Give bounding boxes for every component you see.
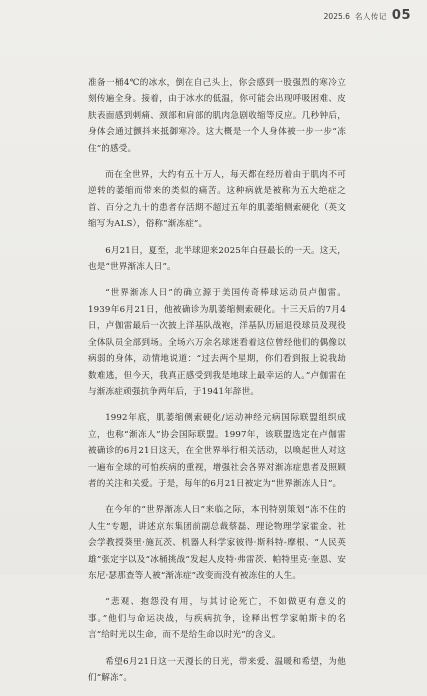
paragraph-closing: 希望6月21日这一天漫长的日光，带来爱、温暖和希望，为他们“解冻”。 bbox=[88, 656, 346, 683]
paragraph-international-alliance: 1992年底，肌萎缩侧索硬化/运动神经元病国际联盟组织成立，也称“渐冻人”协会国际联盟。1997年，该联盟选定在卢伽雷被确诊的6月21日这天，在全世界举行相关活动，以唤起世人对这一遍布全球的可怕疾病的重视，增强社会各界对渐冻症患者及照顾者的关注和关爱。于是，每年的6月21日被定为“世界渐冻人日”。 bbox=[88, 413, 346, 489]
page-header bbox=[324, 8, 411, 23]
paragraph-special-feature: 在今年的“世界渐冻人日”来临之际，本刊特别策划“冻不住的人生”专题，讲述京东集团前副总裁蔡磊、理论物理学家霍金、社会学教授葵里·施瓦茨、机器人科学家彼得·斯科特-摩根、“人民英雄”张定宇以及“冰桶挑战”发起人皮特·弗雷茨、帕特里克·奎恩、安东尼·瑟那查等人被“渐冻症”改变而没有被冻住的人生。 bbox=[88, 505, 346, 581]
issue-date: 2025.6 bbox=[323, 12, 350, 21]
column-title: 名人传记 bbox=[354, 12, 387, 21]
paragraph-als-description: 而在全世界，大约有五十万人，每天都在经历着由于肌肉不可逆转的萎缩而带来的类似的痛苦。这种病就是被称为五大绝症之首、百分之九十的患者存活期不超过五年的肌萎缩侧索硬化（英文缩写为ALS），俗称“渐冻症”。 bbox=[88, 170, 346, 230]
paragraph-lou-gehrig: “世界渐冻人日”的确立源于美国传奇棒球运动员卢伽雷。1939年6月21日，他被确诊为肌萎缩侧索硬化。十三天后的7月4日，卢伽雷最后一次披上洋基队战袍，洋基队历届退役球员及现役全体队员全部到场。全场六万余名球迷看着这位曾经他们的偶像以病弱的身体，动情地说道：“过去两个星期，你们看到报上说我劫数难逃，但今天，我真正感受到我是地球上最幸运的人。”卢伽雷在与渐冻症顽强抗争两年后，于1941年辞世。 bbox=[88, 288, 346, 397]
article-body bbox=[88, 75, 346, 696]
paragraph-intro: 准备一桶4℃的冰水，倒在自己头上，你会感到一股强烈的寒冷立刻传遍全身。接着，由于冰水的低温，你可能会出现呼吸困难、皮肤表面感到刺痛、颈部和肩部的肌肉急剧收缩等反应。几秒钟后，身体会通过颤抖来抵御寒冷。这大概是一个人身体被一步一步“冻住”的感受。 bbox=[88, 78, 346, 154]
paragraph-quote: “悲观、抱怨没有用，与其讨论死亡，不如做更有意义的事。”他们与命运决战，与疾病抗争，诠释出哲学家帕斯卡的名言“给时光以生命，而不是给生命以时光”的含义。 bbox=[88, 597, 346, 641]
paragraph-summer-solstice: 6月21日，夏至，北半球迎来2025年白昼最长的一天。这天，也是“世界渐冻人日”。 bbox=[88, 245, 346, 273]
page-number: 05 bbox=[391, 8, 411, 23]
